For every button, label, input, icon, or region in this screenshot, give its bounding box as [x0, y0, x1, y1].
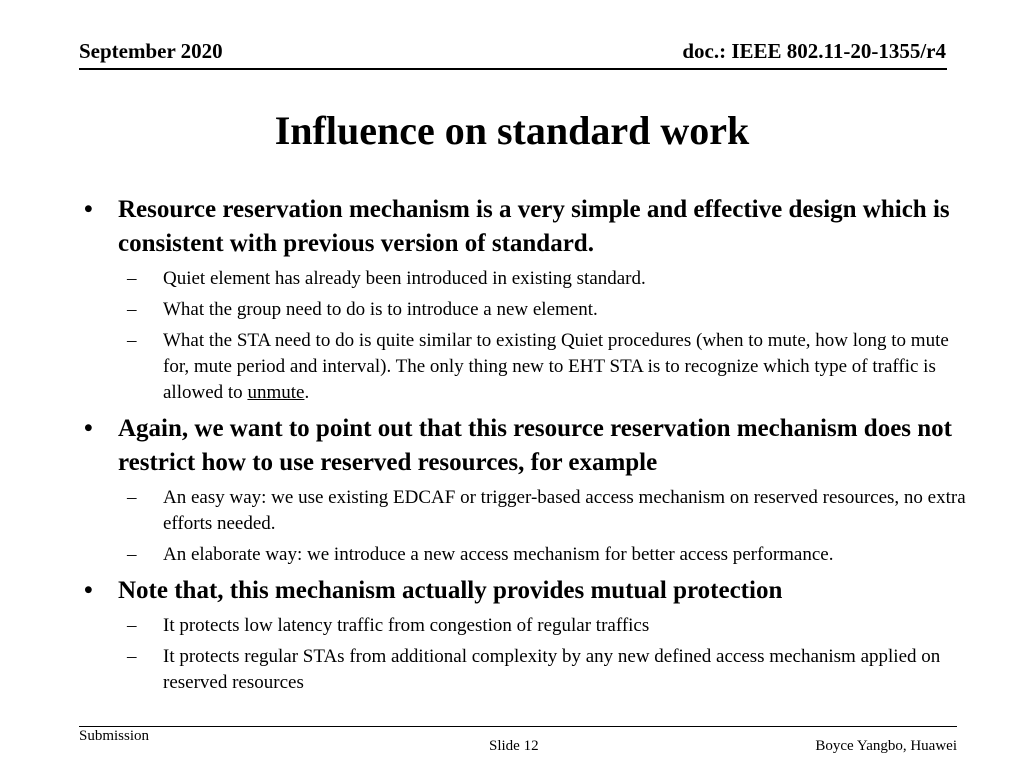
- bullet-text: Note that, this mechanism actually provides mutual protection: [118, 577, 783, 604]
- header-date: September 2020: [79, 39, 223, 63]
- sub-bullet-text: Quiet element has already been introduced in existing standard.: [163, 268, 646, 289]
- sub-bullet-item: [78, 485, 978, 537]
- slide-title: Influence on standard work: [274, 108, 750, 153]
- sub-bullet-marker: –: [127, 268, 137, 289]
- sub-bullet-text-post: .: [304, 382, 310, 403]
- footer-divider: [79, 726, 957, 727]
- sub-bullet-text-pre: What the STA need to do is quite similar to existing Quiet procedures (when to mute, how long to mute for, mute period and interval). The only thing new to EHT STA is to recognize which type of traffic is allowed to: [163, 330, 949, 403]
- slide-body: [78, 193, 978, 696]
- sub-bullet-marker: –: [127, 646, 137, 667]
- header-divider: [79, 68, 947, 70]
- sub-bullet-item: [78, 613, 978, 639]
- sub-bullet-text: It protects regular STAs from additional complexity by any new defined access mechanism applied on reserved resources: [163, 646, 941, 693]
- bullet-item: [78, 193, 978, 261]
- sub-bullet-text: An easy way: we use existing EDCAF or trigger-based access mechanism on reserved resources, no extra efforts needed.: [163, 487, 966, 534]
- bullet-marker: •: [84, 415, 93, 442]
- underlined-word: unmute: [247, 382, 305, 403]
- sub-bullet-text: An elaborate way: we introduce a new access mechanism for better access performance.: [163, 544, 834, 565]
- sub-bullet-text: What the group need to do is to introduce a new element.: [163, 299, 598, 320]
- sub-bullet-marker: –: [127, 487, 137, 508]
- header-doc-id: doc.: IEEE 802.11-20-1355/r4: [682, 39, 946, 63]
- sub-bullet-item: [78, 542, 978, 568]
- sub-bullet-marker: –: [127, 544, 137, 565]
- sub-bullet-item: [78, 266, 978, 292]
- bullet-text: Again, we want to point out that this resource reservation mechanism does not restrict how to use reserved resources, for example: [118, 415, 953, 476]
- footer-slide-number: Slide 12: [489, 738, 539, 754]
- sub-bullet-marker: –: [127, 299, 137, 320]
- bullet-item: [78, 412, 978, 480]
- footer-author: Boyce Yangbo, Huawei: [815, 738, 957, 754]
- sub-bullet-marker: –: [127, 615, 137, 636]
- sub-bullet-item: [78, 328, 978, 406]
- sub-bullet-item: [78, 297, 978, 323]
- bullet-marker: •: [84, 196, 93, 223]
- sub-bullet-marker: –: [127, 330, 137, 351]
- footer-submission: Submission: [79, 728, 150, 744]
- bullet-text: Resource reservation mechanism is a very simple and effective design which is consistent with previous version of standard.: [118, 196, 950, 257]
- bullet-marker: •: [84, 577, 93, 604]
- bullet-item: [78, 574, 978, 608]
- sub-bullet-text: It protects low latency traffic from congestion of regular traffics: [163, 615, 650, 636]
- sub-bullet-text: [163, 330, 949, 403]
- sub-bullet-item: [78, 644, 978, 696]
